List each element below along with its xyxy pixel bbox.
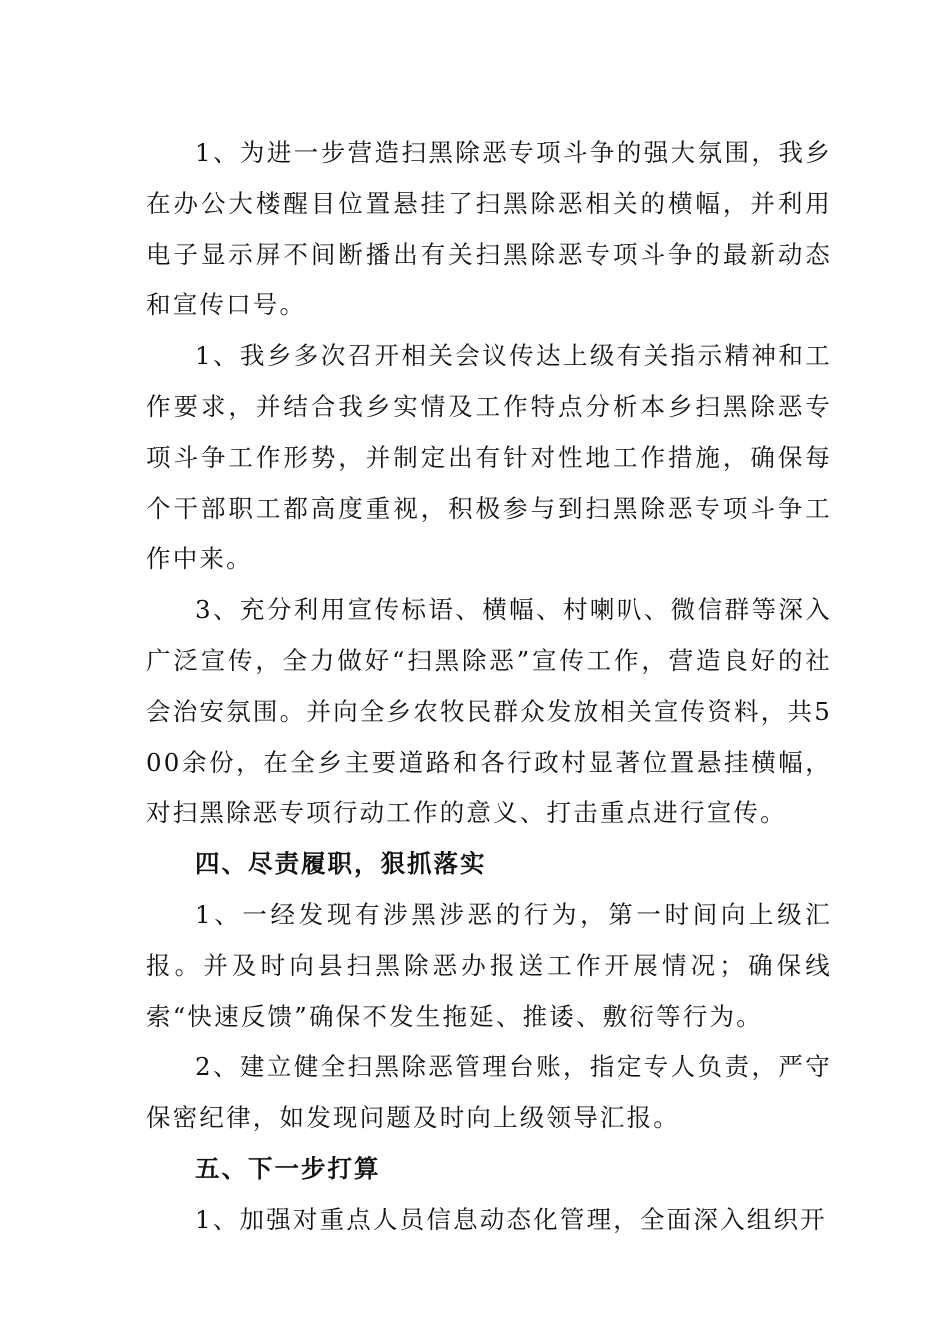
paragraph-ledger: 2、建立健全扫黑除恶管理台账，指定专人负责，严守保密纪律，如发现问题及时向上级领导汇报。 [146,1052,832,1133]
paragraph-meetings: 1、我乡多次召开相关会议传达上级有关指示精神和工作要求，并结合我乡实情及工作特点分析本乡扫黑除恶专项斗争工作形势，并制定出有针对性地工作措施，确保每个干部职工都高度重视，积极参与到扫黑除恶专项斗争工作中来。 [146,341,832,574]
paragraph-next-steps: 1、加强对重点人员信息动态化管理，全面深入组织开 [195,1204,827,1234]
document-body [146,128,832,1246]
paragraph-publicity-banners: 1、为进一步营造扫黑除恶专项斗争的强大氛围，我乡在办公大楼醒目位置悬挂了扫黑除恶相关的横幅，并利用电子显示屏不间断播出有关扫黑除恶专项斗争的最新动态和宣传口号。 [146,138,832,320]
section-heading-five: 五、下一步打算 [195,1153,381,1183]
section-heading-four: 四、尽责履职，狠抓落实 [195,849,487,879]
paragraph-publicity-materials: 3、充分利用宣传标语、横幅、村喇叭、微信群等深入广泛宣传，全力做好“扫黑除恶”宣传工作，营造良好的社会治安氛围。并向全乡农牧民群众发放相关宣传资料，共500余份，在全乡主要道路和各行政村显著位置悬挂横幅，对扫黑除恶专项行动工作的意义、打击重点进行宣传。 [146,595,832,828]
paragraph-reporting: 1、一经发现有涉黑涉恶的行为，第一时间向上级汇报。并及时向县扫黑除恶办报送工作开展情况；确保线索“快速反馈”确保不发生拖延、推诿、敷衍等行为。 [146,899,832,1031]
